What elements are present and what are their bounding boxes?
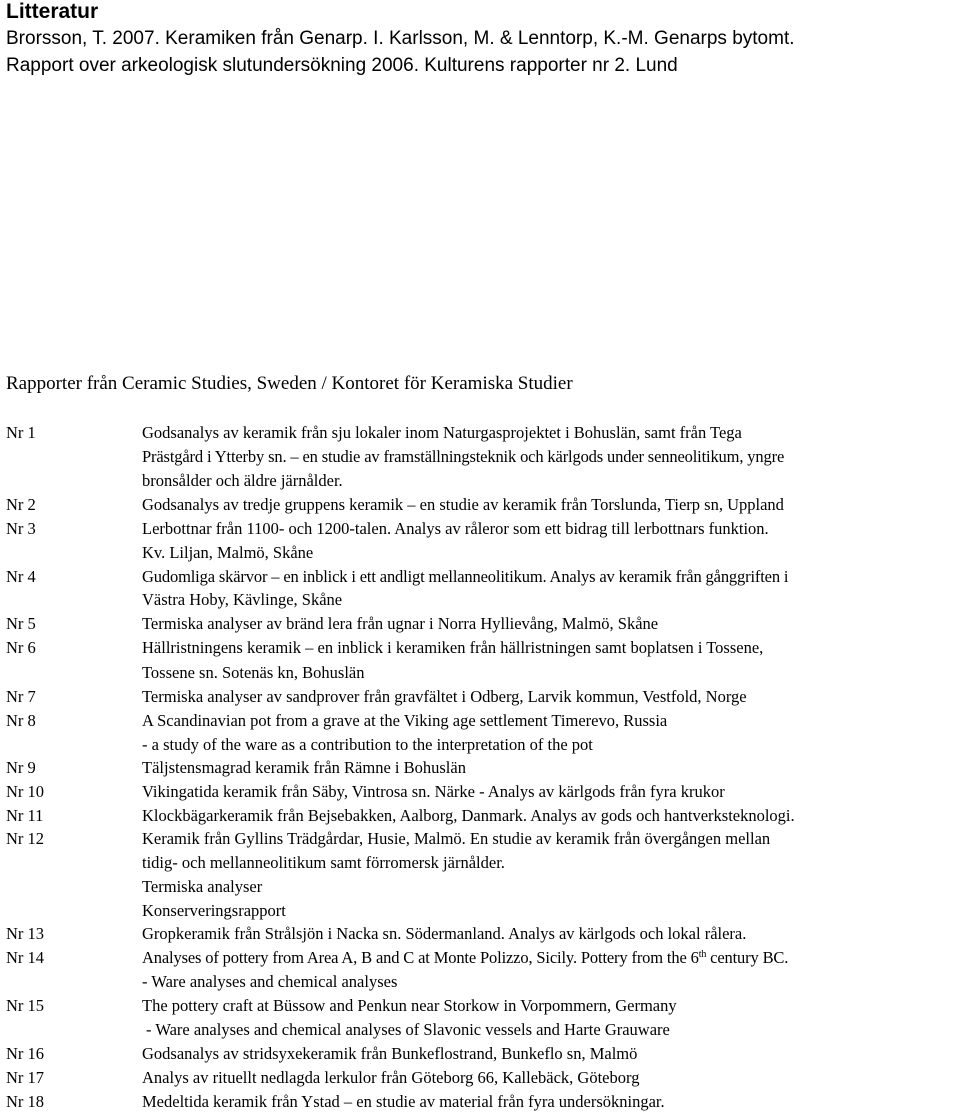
- report-number: Nr 6: [6, 638, 36, 657]
- report-number: Nr 13: [6, 924, 45, 943]
- litteratur-heading: Litteratur: [6, 0, 99, 23]
- report-title-line: The pottery craft at Büssow and Penkun near Storkow in Vorpommern, Germany: [142, 996, 677, 1015]
- report-number: Nr 11: [6, 806, 44, 825]
- report-number: Nr 5: [6, 614, 36, 633]
- report-number: Nr 3: [6, 519, 36, 538]
- report-number: Nr 1: [6, 423, 36, 442]
- report-title-line: Lerbottnar från 1100- och 1200-talen. Analys av råleror som ett bidrag till lerbottnars funktion.: [142, 519, 769, 538]
- report-number: Nr 4: [6, 567, 36, 586]
- report-title-line: Gropkeramik från Strålsjön i Nacka sn. Södermanland. Analys av kärlgods och lokal rålera.: [142, 924, 747, 943]
- series-title: Rapporter från Ceramic Studies, Sweden / Kontoret för Keramiska Studier: [6, 373, 573, 394]
- report-title-text: Analyses of pottery from Area A, B and C at Monte Polizzo, Sicily. Pottery from the 6: [142, 948, 699, 967]
- report-title-line: Täljstensmagrad keramik från Rämne i Bohuslän: [142, 758, 466, 777]
- report-title-line: Godsanalys av stridsyxekeramik från Bunkeflostrand, Bunkeflo sn, Malmö: [142, 1044, 638, 1063]
- report-number: Nr 12: [6, 829, 45, 848]
- report-number: Nr 18: [6, 1092, 45, 1111]
- report-title-line: Termiska analyser av bränd lera från ugnar i Norra Hyllievång, Malmö, Skåne: [142, 614, 659, 633]
- report-number: Nr 9: [6, 758, 36, 777]
- report-title-line: Hällristningens keramik – en inblick i keramiken från hällristningen samt boplatsen i Tossene,: [142, 638, 764, 657]
- reference-line-2: Rapport over arkeologisk slutundersökning 2006. Kulturens rapporter nr 2. Lund: [6, 55, 678, 76]
- report-number: Nr 15: [6, 996, 45, 1015]
- report-number: Nr 8: [6, 711, 36, 730]
- report-title-line: [142, 946, 788, 969]
- report-title-line: A Scandinavian pot from a grave at the Viking age settlement Timerevo, Russia: [142, 711, 668, 730]
- report-title-line: Prästgård i Ytterby sn. – en studie av framställningsteknik och kärlgods under senneolitikum, yngre: [142, 447, 785, 466]
- report-title-line: Godsanalys av keramik från sju lokaler inom Naturgasprojektet i Bohuslän, samt från Tega: [142, 423, 742, 442]
- report-title-line: Kv. Liljan, Malmö, Skåne: [142, 543, 314, 562]
- report-title-line: Godsanalys av tredje gruppens keramik – en studie av keramik från Torslunda, Tierp sn, Uppland: [142, 495, 784, 514]
- report-number: Nr 14: [6, 948, 45, 967]
- report-number: Nr 2: [6, 495, 36, 514]
- report-title-line: - a study of the ware as a contribution to the interpretation of the pot: [142, 735, 593, 754]
- report-title-line: Tossene sn. Sotenäs kn, Bohuslän: [142, 663, 365, 682]
- report-title-line: - Ware analyses and chemical analyses of Slavonic vessels and Harte Grauware: [146, 1020, 670, 1039]
- report-title-line: Västra Hoby, Kävlinge, Skåne: [142, 590, 343, 609]
- reference-line-1: Brorsson, T. 2007. Keramiken från Genarp. I. Karlsson, M. & Lenntorp, K.-M. Genarps bytomt.: [6, 28, 795, 49]
- report-title-line: Medeltida keramik från Ystad – en studie av material från fyra undersökningar.: [142, 1092, 665, 1111]
- report-number: Nr 16: [6, 1044, 45, 1063]
- report-title-line: tidig- och mellanneolitikum samt förromersk järnålder.: [142, 853, 505, 872]
- report-number: Nr 17: [6, 1068, 45, 1087]
- report-title-line: Gudomliga skärvor – en inblick i ett andligt mellanneolitikum. Analys av keramik från gånggriften i: [142, 567, 789, 586]
- report-title-line: bronsålder och äldre järnålder.: [142, 471, 343, 490]
- report-number: Nr 10: [6, 782, 45, 801]
- report-number: Nr 7: [6, 687, 36, 706]
- report-title-line: Termiska analyser av sandprover från gravfältet i Odberg, Larvik kommun, Vestfold, Norge: [142, 687, 747, 706]
- report-title-line: Klockbägarkeramik från Bejsebakken, Aalborg, Danmark. Analys av gods och hantverksteknologi.: [142, 806, 795, 825]
- report-title-line: Keramik från Gyllins Trädgårdar, Husie, Malmö. En studie av keramik från övergången mellan: [142, 829, 771, 848]
- ordinal-superscript: th: [698, 949, 707, 960]
- report-title-line: - Ware analyses and chemical analyses: [142, 972, 398, 991]
- report-title-line: Vikingatida keramik från Säby, Vintrosa sn. Närke - Analys av kärlgods från fyra krukor: [142, 782, 725, 801]
- report-title-line: Analys av rituellt nedlagda lerkulor från Göteborg 66, Kallebäck, Göteborg: [142, 1068, 640, 1087]
- report-title-line: Konserveringsrapport: [142, 901, 286, 920]
- report-title-text: century BC.: [706, 948, 789, 967]
- report-title-line: Termiska analyser: [142, 877, 263, 896]
